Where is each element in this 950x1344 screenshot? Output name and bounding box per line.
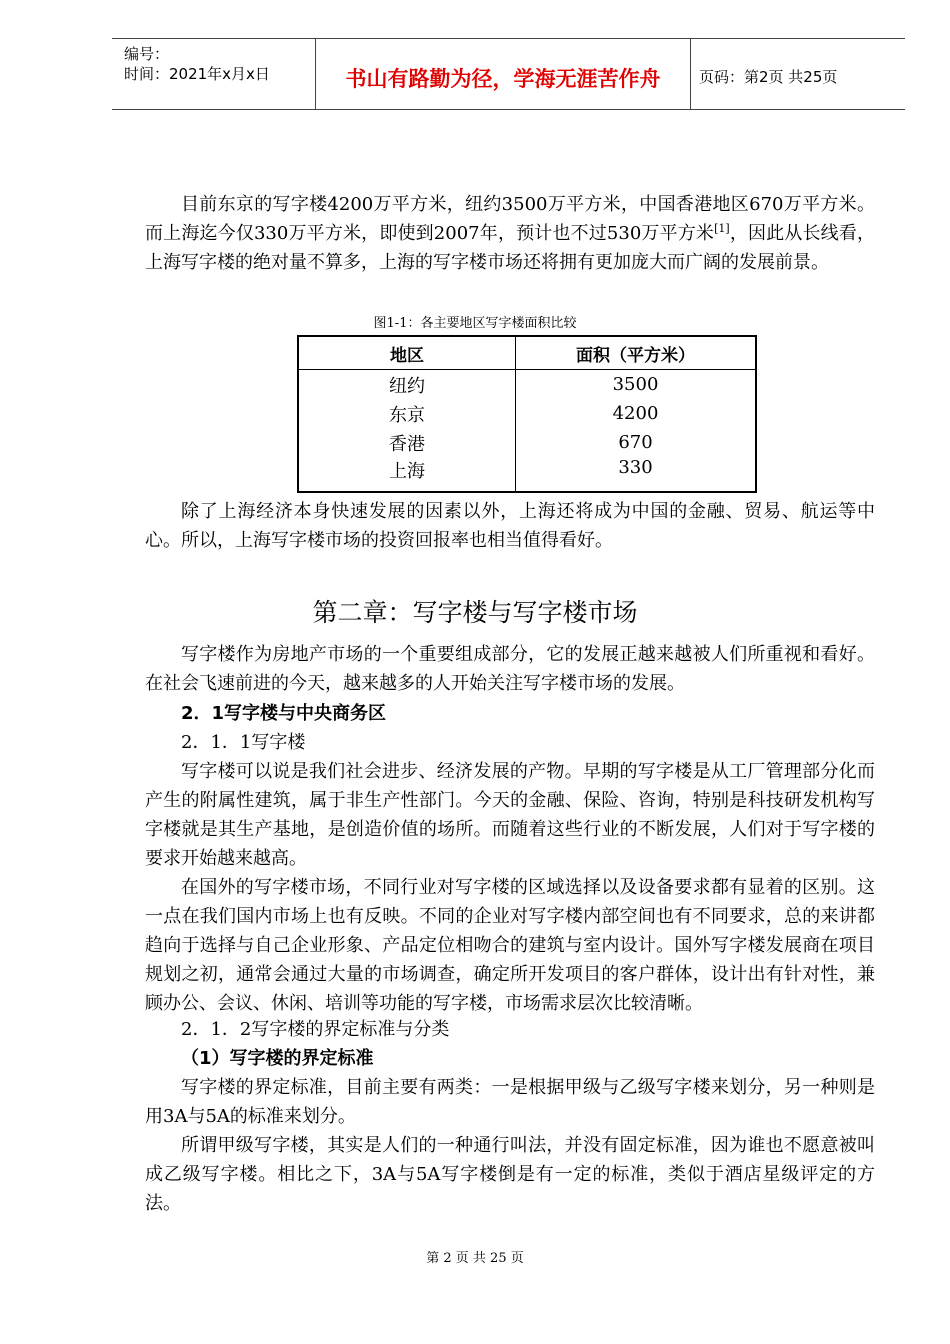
standard-paragraph: 写字楼的界定标准，目前主要有两类：一是根据甲级与乙级写字楼来划分，另一种则是用3A与5A的标准来划分。 [145, 1077, 875, 1127]
table-cell-area: 330 [618, 457, 653, 478]
section-heading-2-1-1: 2．1．1写字楼 [181, 732, 306, 753]
table-cell-region: 纽约 [298, 370, 516, 400]
table-cell-region: 上海 [298, 457, 516, 492]
table-row [298, 370, 756, 400]
intro-paragraph [145, 190, 875, 277]
citation-ref[interactable]: [1] [714, 222, 730, 235]
table-caption: 图1-1：各主要地区写字楼面积比较 [373, 316, 577, 331]
table-cell-region: 香港 [298, 428, 516, 457]
section-heading-2-1-2: 2．1．2写字楼的界定标准与分类 [181, 1019, 450, 1040]
table-cell-area: 4200 [612, 403, 659, 424]
document-time-label: 时间：2021年x月x日 [124, 65, 270, 83]
section-heading-2-1: 2．1写字楼与中央商务区 [181, 703, 387, 724]
header-page-info: 页码：第2页 共25页 [699, 68, 838, 86]
office-building-paragraph: 写字楼可以说是我们社会进步、经济发展的产物。早期的写字楼是从工厂管理部分化而产生的附属性建筑，属于非生产性部门。今天的金融、保险、咨询，特别是科技研发机构写字楼就是其生产基地，是创造价值的场所。而随着这些行业的不断发展，人们对于写字楼的要求开始越来越高。 [145, 761, 875, 869]
table-header-region: 地区 [298, 336, 516, 370]
table-cell-area: 3500 [612, 374, 659, 395]
chapter-title: 第二章：写字楼与写字楼市场 [312, 598, 638, 627]
table-header-area: 面积（平方米） [516, 336, 757, 370]
page-header [112, 38, 905, 110]
table-cell-region: 东京 [298, 399, 516, 428]
subsection-heading-1: （1）写字楼的界定标准 [181, 1048, 374, 1069]
table-row [298, 399, 756, 428]
foreign-market-paragraph: 在国外的写字楼市场，不同行业对写字楼的区域选择以及设备要求都有显着的区别。这一点在我们国内市场上也有反映。不同的企业对写字楼内部空间也有不同要求，总的来讲都趋向于选择与自己企业形象、产品定位相吻合的建筑与室内设计。国外写字楼发展商在项目规划之初，通常会通过大量的市场调查，确定所开发项目的客户群体，设计出有针对性，兼顾办公、会议、休闲、培训等功能的写字楼，市场需求层次比较清晰。 [145, 877, 875, 1014]
chapter-intro-paragraph: 写字楼作为房地产市场的一个重要组成部分，它的发展正越来越被人们所重视和看好。在社会飞速前进的今天，越来越多的人开始关注写字楼市场的发展。 [145, 644, 875, 694]
page-footer: 第 2 页 共 25 页 [426, 1251, 524, 1266]
header-motto-cell [315, 39, 691, 109]
grade-a-paragraph: 所谓甲级写字楼，其实是人们的一种通行叫法，并没有固定标准，因为谁也不愿意被叫成乙级写字楼。相比之下，3A与5A写字楼倒是有一定的标准，类似于酒店星级评定的方法。 [145, 1135, 875, 1214]
after-table-paragraph: 除了上海经济本身快速发展的因素以外，上海还将成为中国的金融、贸易、航运等中心。所以，上海写字楼市场的投资回报率也相当值得看好。 [145, 501, 875, 551]
table-header-row [298, 336, 756, 370]
header-meta [112, 39, 315, 109]
table-row [298, 428, 756, 457]
table-row [298, 457, 756, 492]
intro-text-a: 目前东京的写字楼4200万平方米，纽约3500万平方米，中国香港地区670万平方米。而上海迄今仅330万平方米，即使到2007年，预计也不过530万平方米 [145, 194, 875, 244]
header-page-cell [689, 39, 905, 109]
document-number-label: 编号： [124, 45, 170, 63]
intro-text-b: ，因此从长线看，上海写字楼的绝对量不算多，上海的写字楼市场还将拥有更加庞大而广阔的发展前景。 [145, 223, 875, 273]
header-motto: 书山有路勤为径，学海无涯苦作舟 [345, 67, 661, 91]
table-cell-area: 670 [618, 432, 653, 453]
area-comparison-table [297, 335, 757, 493]
